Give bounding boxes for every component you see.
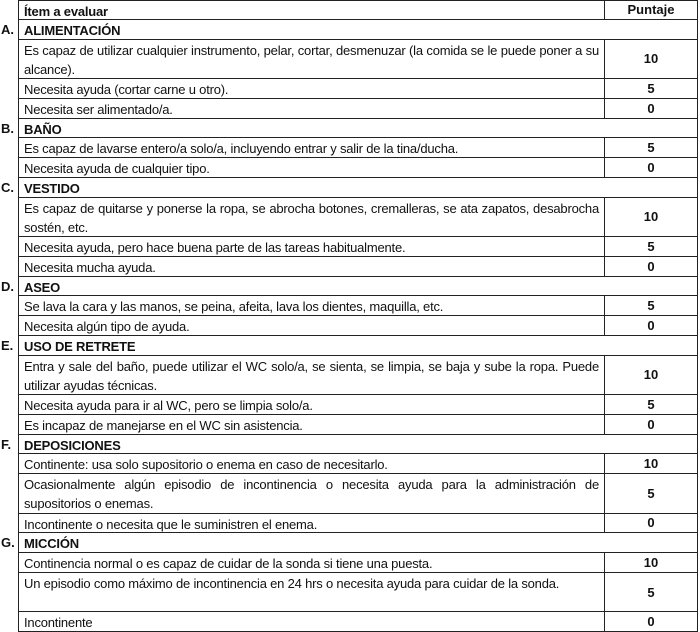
item-description: Es capaz de quitarse y ponerse la ropa, se abrocha botones, cremalleras, se ata zapatos, desabrocha sostén, etc.	[24, 200, 599, 235]
item-description: Necesita ayuda, pero hace buena parte de las tareas habitualmente.	[24, 240, 406, 255]
barthel-table	[1, 0, 698, 632]
section-letter: F.	[1, 436, 12, 452]
table-row	[18, 573, 698, 613]
item-description: Continencia normal o es capaz de cuidar de la sonda si tiene una puesta.	[24, 556, 433, 571]
item-score: 0	[604, 257, 697, 276]
section-letter: E.	[1, 337, 14, 353]
item-score: 5	[604, 79, 697, 98]
table-row	[18, 237, 698, 257]
section-letter: D.	[1, 278, 14, 294]
header-item: Ítem a evaluar	[24, 4, 108, 19]
item-score: 5	[604, 573, 697, 612]
section-title: USO DE RETRETE	[24, 338, 136, 354]
item-description: Es incapaz de manejarse en el WC sin asistencia.	[24, 417, 303, 433]
item-score: 10	[604, 454, 697, 473]
item-score: 5	[604, 138, 697, 157]
item-description: Necesita ayuda de cualquier tipo.	[24, 161, 210, 176]
table-row	[18, 415, 698, 435]
table-row	[18, 138, 698, 158]
section-letter: A.	[1, 21, 14, 37]
item-score: 10	[604, 198, 697, 237]
table-row	[18, 257, 698, 277]
item-score: 0	[604, 158, 697, 177]
item-description: Necesita ayuda para ir al WC, pero se limpia solo/a.	[24, 398, 313, 413]
item-score: 0	[604, 612, 697, 631]
section-title: DEPOSICIONES	[24, 437, 121, 453]
item-description: Es capaz de lavarse entero/a solo/a, incluyendo entrar y salir de la tina/ducha.	[24, 141, 459, 157]
table-row	[18, 40, 698, 80]
table-row	[18, 553, 698, 573]
item-description: Se lava la cara y las manos, se peina, afeita, lava los dientes, maquilla, etc.	[24, 299, 444, 315]
item-description: Es capaz de utilizar cualquier instrumento, pelar, cortar, desmenuzar (la comida se le puede poner a su alcance).	[24, 42, 599, 77]
section-header	[1, 336, 698, 356]
section-header	[1, 119, 698, 139]
item-score: 0	[604, 316, 697, 335]
item-description: Necesita algún tipo de ayuda.	[24, 319, 190, 334]
table-row	[18, 316, 698, 336]
table-row	[18, 395, 698, 415]
item-description: Continente: usa solo supositorio o enema en caso de necesitarlo.	[24, 457, 388, 473]
section-title: BAÑO	[24, 121, 62, 137]
section-letter: B.	[1, 120, 14, 136]
table-row	[18, 79, 698, 99]
item-description: Entra y sale del baño, puede utilizar el WC solo/a, se sienta, se limpia, se baja y sube la ropa. Puede utilizar ayudas técnicas.	[24, 358, 599, 393]
item-score: 10	[604, 40, 697, 79]
section-title: ASEO	[24, 279, 61, 295]
section-header	[1, 178, 698, 198]
section-letter: G.	[1, 535, 15, 551]
item-description: Necesita ser alimentado/a.	[24, 101, 173, 117]
table-row	[18, 514, 698, 534]
item-score: 5	[604, 296, 697, 315]
item-description: Necesita ayuda (cortar carne u otro).	[24, 82, 229, 97]
item-description: Un episodio como máximo de incontinencia en 24 hrs o necesita ayuda para cuidar de la sonda.	[24, 575, 560, 591]
table-row	[18, 356, 698, 396]
item-score: 10	[604, 356, 697, 395]
item-description: Necesita mucha ayuda.	[24, 259, 156, 275]
item-score: 0	[604, 514, 697, 533]
table-row	[18, 198, 698, 238]
item-score: 5	[604, 395, 697, 414]
item-description: Incontinente	[24, 615, 93, 631]
table-row	[18, 612, 698, 632]
table-row	[18, 158, 698, 178]
section-header	[1, 277, 698, 297]
section-header	[1, 435, 698, 455]
table-row	[18, 454, 698, 474]
item-score: 10	[604, 553, 697, 572]
table-row	[18, 296, 698, 316]
header-score: Puntaje	[604, 1, 697, 19]
item-description: Ocasionalmente algún episodio de incontinencia o necesita ayuda para la administración de supositorios o enemas.	[24, 477, 599, 511]
item-score: 0	[604, 415, 697, 434]
section-title: VESTIDO	[24, 180, 80, 196]
item-score: 5	[604, 237, 697, 256]
table-header	[18, 0, 698, 20]
section-title: MICCIÓN	[24, 536, 79, 552]
table-row	[18, 99, 698, 119]
item-score: 5	[604, 474, 697, 513]
section-header	[1, 533, 698, 553]
item-score: 0	[604, 99, 697, 118]
table-row	[18, 474, 698, 514]
section-title: ALIMENTACIÓN	[24, 22, 121, 38]
item-description: Incontinente o necesita que le suministren el enema.	[24, 516, 318, 532]
section-letter: C.	[1, 179, 14, 195]
section-header	[1, 20, 698, 40]
